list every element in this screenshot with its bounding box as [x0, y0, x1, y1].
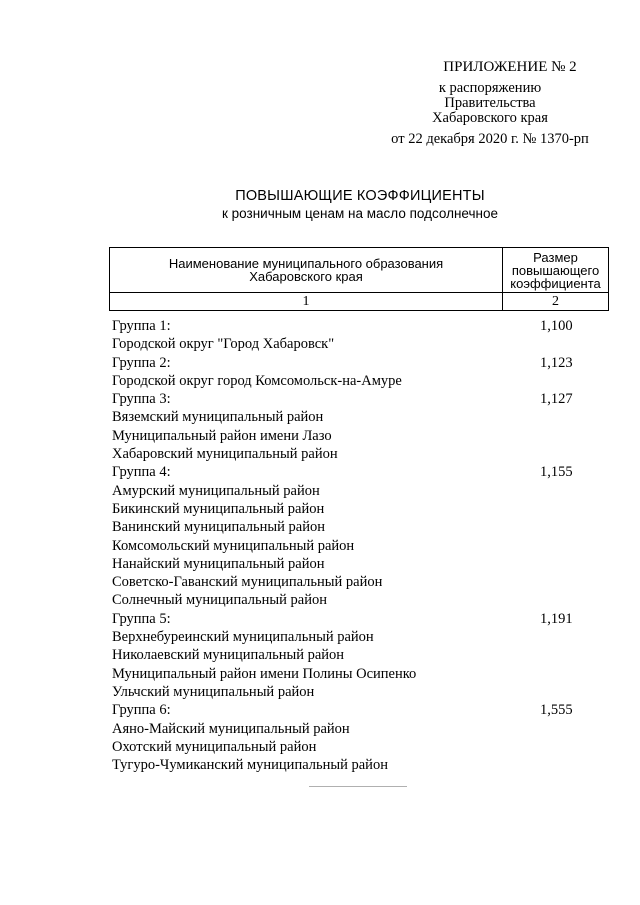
row-label: Городской округ "Город Хабаровск"	[112, 336, 335, 353]
row-label: Николаевский муниципальный район	[112, 647, 345, 664]
list-item	[112, 738, 612, 756]
list-item	[112, 665, 612, 683]
row-label: Амурский муниципальный район	[112, 482, 320, 499]
coefficient-value: 1,555	[540, 702, 573, 719]
row-label: Городской округ город Комсомольск-на-Амуре	[112, 372, 402, 389]
appendix-line3: Хабаровского края	[432, 110, 548, 126]
list-item	[112, 372, 612, 390]
column-header-coefficient	[503, 248, 609, 293]
appendix-line1: к распоряжению	[438, 80, 542, 96]
group-row	[112, 701, 612, 719]
appendix-block	[380, 60, 600, 147]
row-label: Группа 5:	[112, 610, 171, 627]
list-item	[112, 756, 612, 774]
row-label: Группа 3:	[112, 391, 171, 408]
row-label: Охотский муниципальный район	[112, 738, 317, 755]
group-row	[112, 317, 612, 335]
coefficients-table-header	[109, 247, 609, 311]
column-header-name-line1: Наименование муниципального образования	[168, 256, 444, 271]
appendix-number: ПРИЛОЖЕНИЕ № 2	[443, 59, 577, 75]
row-label: Аяно-Майский муниципальный район	[112, 720, 350, 737]
column-header-coefficient-line3: коэффициента	[510, 275, 601, 291]
row-label: Солнечный муниципальный район	[112, 592, 327, 609]
row-label: Советско-Гаванский муниципальный район	[112, 574, 383, 591]
group-row	[112, 390, 612, 408]
coefficient-value: 1,123	[540, 354, 573, 371]
appendix-date: от 22 декабря 2020 г. № 1370-рп	[391, 131, 589, 147]
column-number-2: 2	[503, 293, 609, 311]
list-item	[112, 591, 612, 609]
row-label: Группа 1:	[112, 318, 171, 334]
list-item	[112, 518, 612, 536]
list-item	[112, 482, 612, 500]
list-item	[112, 555, 612, 573]
list-item	[112, 683, 612, 701]
title-block	[110, 187, 610, 223]
column-number-1: 1	[110, 293, 503, 311]
document-title: ПОВЫШАЮЩИЕ КОЭФФИЦИЕНТЫ	[235, 188, 485, 204]
group-row	[112, 610, 612, 628]
end-divider	[309, 786, 407, 787]
list-item	[112, 537, 612, 555]
row-label: Верхнебуреинский муниципальный район	[112, 629, 374, 646]
row-label: Муниципальный район имени Полины Осипенко	[112, 665, 417, 682]
list-item	[112, 720, 612, 738]
row-label: Ульчский муниципальный район	[112, 683, 315, 700]
coefficient-value: 1,191	[540, 610, 573, 627]
list-item	[112, 628, 612, 646]
row-label: Группа 4:	[112, 464, 171, 481]
list-item	[112, 335, 612, 353]
document-subtitle: к розничным ценам на масло подсолнечное	[222, 206, 498, 221]
row-label: Бикинский муниципальный район	[112, 500, 325, 517]
row-label: Вяземский муниципальный район	[112, 409, 324, 426]
row-label: Тугуро-Чумиканский муниципальный район	[112, 757, 388, 774]
column-header-coefficient-line2: повышающего	[511, 262, 600, 278]
row-label: Муниципальный район имени Лазо	[112, 427, 332, 444]
column-header-name-line2: Хабаровского края	[249, 269, 363, 284]
row-label: Хабаровский муниципальный район	[112, 446, 338, 463]
list-item	[112, 408, 612, 426]
row-label: Группа 2:	[112, 354, 171, 371]
list-item	[112, 646, 612, 664]
list-item	[112, 445, 612, 463]
coefficient-value: 1,155	[540, 464, 573, 481]
row-label: Комсомольский муниципальный район	[112, 537, 355, 554]
coefficient-value: 1,100	[540, 318, 573, 334]
coefficient-value: 1,127	[540, 391, 573, 408]
coefficients-list	[112, 317, 612, 774]
column-header-coefficient-line1: Размер	[533, 249, 578, 265]
list-item	[112, 500, 612, 518]
row-label: Нанайский муниципальный район	[112, 555, 325, 572]
row-label: Ванинский муниципальный район	[112, 519, 325, 536]
list-item	[112, 427, 612, 445]
group-row	[112, 463, 612, 481]
list-item	[112, 573, 612, 591]
appendix-line2: Правительства	[444, 95, 536, 111]
row-label: Группа 6:	[112, 702, 171, 719]
group-row	[112, 354, 612, 372]
column-header-name	[110, 248, 503, 293]
